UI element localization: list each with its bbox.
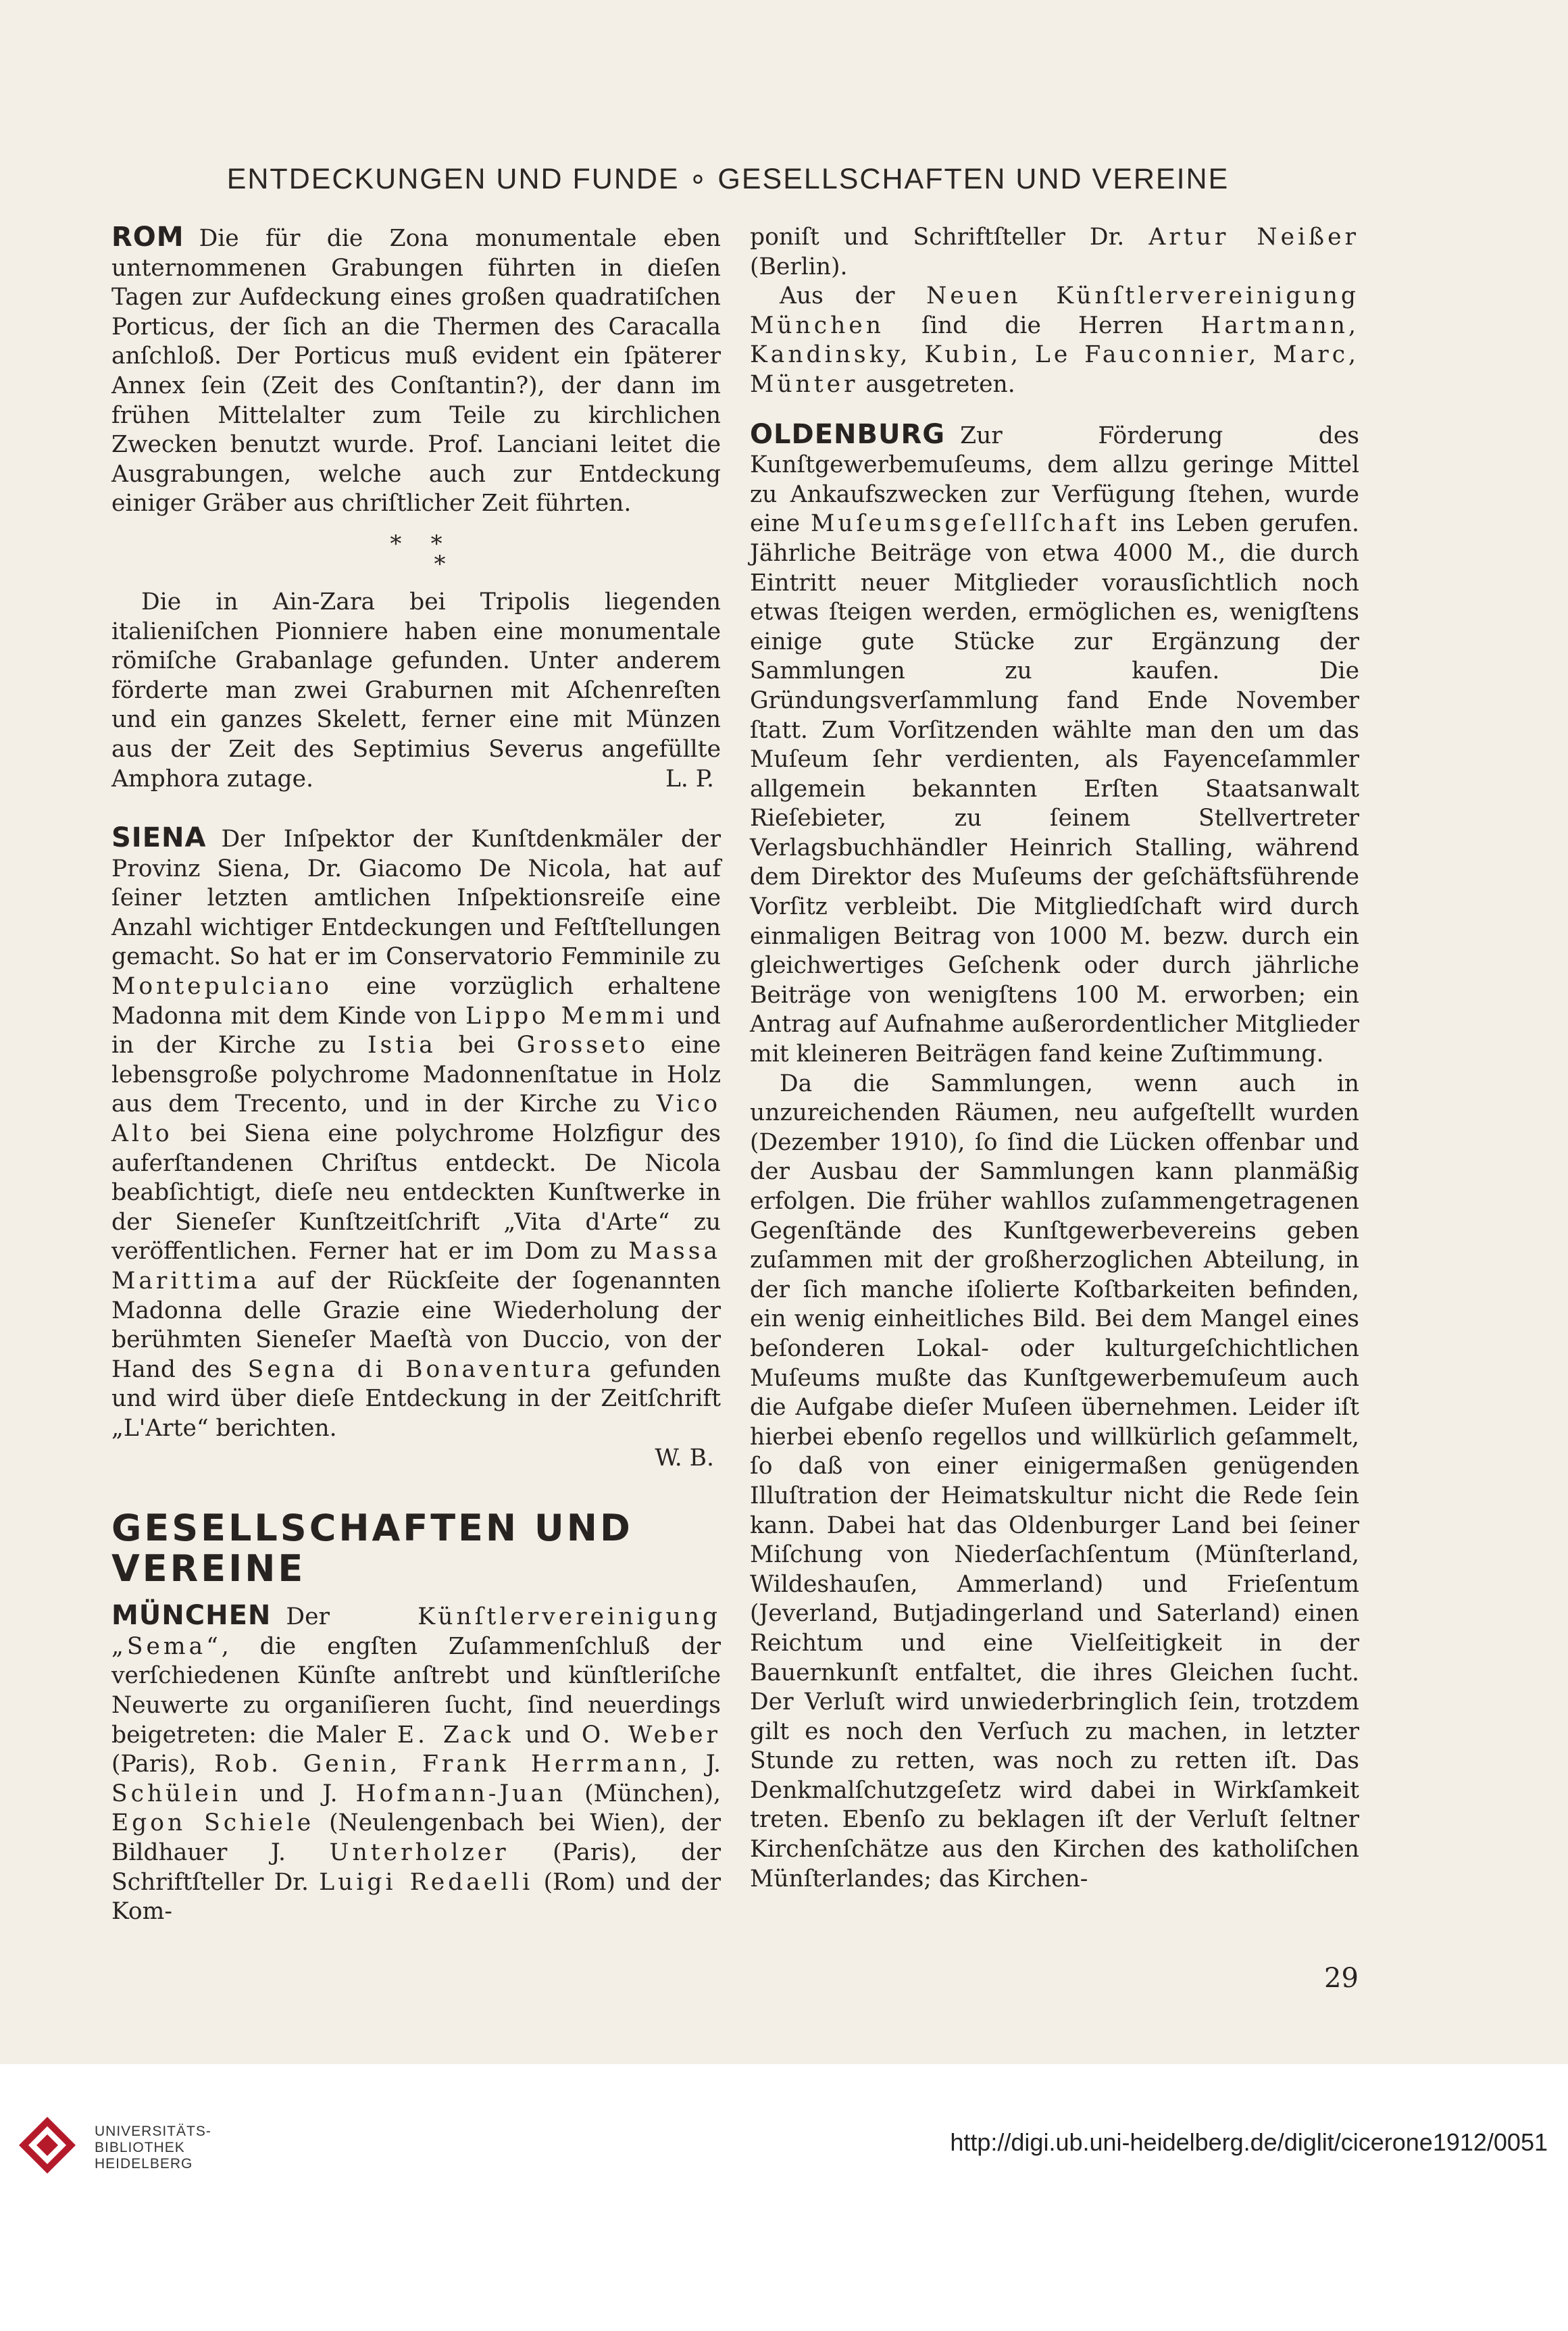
asterism-bottom: *: [434, 550, 446, 578]
rom-text: Die für die Zona monumentale eben unternommenen Grabungen führten in dieſen Tagen zur Aufdeckung eines großen quadratiſchen Porticus, der ſich an die Thermen des Caracalla anſchloß. Der Porticus muß evident ein ſpäterer Annex ſein (Zeit des Conſtantin?), der dann im frühen Mittelalter zum Teile zu kirchlichen Zwecken benutzt wurde. Prof. Lanciani leitet die Ausgrabungen, welche auch zur Entdeckung einiger Gräber aus chriſtlicher Zeit führten.: [111, 225, 721, 518]
siena-text-2: eine vorzüglich erhaltene Madonna mit dem Kinde von: [111, 973, 721, 1030]
section-title: GESELLSCHAFTEN UND VEREINE: [111, 1507, 633, 1590]
university-library-logo-icon: [14, 2111, 81, 2179]
oldenburg-text-2: ins Leben gerufen. Jährliche Beiträge von etwa 4000 M., die durch Eintritt neuer Mitglieder vorausſichtlich noch etwas ſteigen werden, ermöglichen es, wenigſtens einige gute Stücke zur Ergänzung der Sammlungen zu kaufen. Die Gründungsverſammlung fand Ende November ſtatt. Zum Vorſitzenden wählte man den um das Muſeum ſehr verdienten, als Fayenceſammler allgemein bekannten Erſten Staatsanwalt Rieſebieter, zu ſeinem Stellvertreter Verlagsbuchhändler Heinrich Stalling, während dem Direktor des Muſeums der geſchäftsführende Vorſitz verbleibt. Die Mitgliedſchaft wird durch einmaligen Beitrag von 1000 M. bezw. durch ein gleichwertiges Geſchenk oder durch jährliche Beiträge von wenigſtens 100 M. erworben; ein Antrag auf Aufnahme außerordentlicher Mitglieder mit kleineren Beiträgen fand keine Zuſtimmung.: [750, 510, 1359, 1068]
muenchen-text-4: (Paris),: [111, 1751, 215, 1778]
muenchen-zack: E. Zack: [397, 1721, 514, 1749]
siena-place-vico-alto: Vico Alto: [111, 1091, 721, 1148]
siena-heading: SIENA: [111, 822, 207, 854]
siena-text-6: bei Siena eine polychrome Holzfigur des auferſtandenen Chriſtus entdeckt. De Nicola beabſichtigt, dieſe neu entdeckten Kunſtwerke in der Sieneſer Kunſtzeitſchrift „Vita d'Arte“ zu veröffentlichen. Ferner hat er im Dom zu: [111, 1120, 721, 1265]
muenchen-cont-text-2: (Berlin).: [750, 253, 848, 280]
siena-text-1: Der Inſpektor der Kunſtdenkmäler der Provinz Siena, Dr. Giacomo De Nicola, hat auf ſeiner letzten amtlichen Inſpektionsreiſe eine Anzahl wichtiger Entdeckungen und Feſtſtellungen gemacht. So hat er im Conservatorio Femminile zu: [111, 826, 721, 971]
muenchen-schuelein: Schülein: [111, 1780, 242, 1807]
oldenburg-paragraph-2: [750, 1070, 1359, 1895]
muenchen-text-9: (Paris), der Schriftſteller Dr.: [111, 1838, 721, 1896]
oldenburg-heading: OLDENBURG: [750, 418, 946, 450]
right-column: [750, 223, 1359, 1894]
ain-zara-signature: L. P.: [665, 765, 714, 793]
muenchen-cont-neisser: Artur Neißer: [1148, 224, 1359, 251]
neue-kv-name: Neuen Künſtlervereinigung München: [750, 282, 1359, 339]
siena-place-massa-marittima: Massa Marittima: [111, 1238, 721, 1295]
muenchen-text-2: , die engſten Zuſammenſchluß der verſchiedenen Künſte anſtrebt und künſtleriſche Neuwerte zu organiſieren ſucht, ſind neuerdings beigetreten: die Maler: [111, 1632, 721, 1749]
asterism-top: * *: [390, 530, 442, 557]
muenchen-genin-herrmann: Rob. Genin, Frank Herrmann: [214, 1751, 681, 1778]
running-head: ENTDECKUNGEN UND FUNDE ∘ GESELLSCHAFTEN UND VEREINE: [226, 163, 1230, 195]
left-column: [111, 223, 721, 1927]
muenchen-text-3: und: [513, 1721, 582, 1749]
muenchen-sema: Künſtlervereinigung „Sema“: [111, 1603, 721, 1660]
muenchen-cont-paragraph: [750, 223, 1359, 282]
muenchen-hofmann-juan: Hofmann-Juan: [355, 1780, 567, 1807]
neue-kv-text-3: ausgetreten.: [858, 370, 1015, 398]
muenchen-text-6: und J.: [241, 1780, 356, 1807]
oldenburg-text-3: Da die Sammlungen, wenn auch in unzureichenden Räumen, neu aufgeſtellt wurden (Dezember 1910), ſo ſind die Lücken offenbar und der Ausbau der Sammlungen kann planmäßig erfolgen. Die früher wahllos zuſammengetragenen Gegenſtände des Kunſtgewerbevereins geben zuſammen mit der großherzoglichen Abteilung, in der ſich manche iſolierte Koſtbarkeiten befinden, ein wenig einheitliches Bild. Bei dem Mangel eines beſonderen Lokal- oder kulturgeſchichtlichen Muſeums mußte das Kunſtgewerbemuſeum auch die Aufgabe dieſer Muſeen übernehmen. Leider iſt hierbei ebenſo regellos und willkürlich geſammelt, ſo daß von einer einigermaßen genügenden Illuſtration der Heimatskultur nicht die Rede ſein kann. Dabei hat das Oldenburger Land bei ſeiner Miſchung von Niederſachſentum (Münſterland, Wildeshauſen, Ammerland) und Frieſentum (Jeverland, Butjadingerland und Saterland) einen Reichtum und eine Vielſeitigkeit in der Bauernkunſt entfaltet, die ihres Gleichen ſucht. Der Verluſt wird unwiederbringlich ſein, trotzdem gilt es noch den Verſuch zu machen, in letzter Stunde zu retten, was noch zu retten iſt. Das Denkmalſchutzgeſetz wird dabei in Wirkſamkeit treten. Ebenſo zu beklagen iſt der Verluſt ſeltner Kirchenſchätze aus den Kirchen des katholiſchen Münſterlandes; das Kirchen-: [750, 1070, 1359, 1893]
asterism-divider: [111, 530, 721, 578]
muenchen-paragraph: [111, 1601, 721, 1927]
rom-paragraph: [111, 223, 721, 519]
siena-place-istia: Istia: [367, 1032, 436, 1059]
siena-text-5: eine lebensgroße polychrome Madonnenſtatue in Holz aus dem Trecento, und in der Kirche zu: [111, 1032, 721, 1118]
library-name: [95, 2124, 211, 2172]
spacer: [111, 794, 721, 824]
digitization-footer: [0, 2064, 1568, 2331]
neue-kv-members: Hartmann, Kandinsky, Kubin, Le Fauconnier, Marc, Münter: [750, 311, 1359, 398]
siena-artist-segna: Segna di Bonaventura: [247, 1355, 595, 1383]
siena-text-7: auf der Rückſeite der ſogenannten Madonna delle Grazie eine Wiederholung der berühmten Sieneſer Maeſtà von Duccio, von der Hand des: [111, 1268, 721, 1383]
muenchen-text-8: (Neulengenbach bei Wien), der Bildhauer J.: [111, 1809, 721, 1866]
siena-place-montepulciano: Montepulciano: [111, 973, 332, 1001]
muenchen-redaelli: Luigi Redaelli: [319, 1868, 534, 1896]
muenchen-cont-text-1: poniſt und Schriftſteller Dr.: [750, 224, 1149, 251]
siena-text-4: bei: [436, 1032, 517, 1059]
ain-zara-text: Die in Ain-Zara bei Tripolis liegenden italieniſchen Pionniere haben eine monumentale römiſche Grabanlage gefunden. Unter anderem förderte man zwei Graburnen mit Aſchenreſten und ein ganzes Skelett, ferner eine mit Münzen aus der Zeit des Septimius Severus angefüllte Amphora zutage.: [111, 588, 721, 793]
muenchen-text-7: (München),: [566, 1780, 722, 1807]
muenchen-schiele: Egon Schiele: [111, 1809, 315, 1837]
muenchen-weber: O. Weber: [581, 1721, 721, 1749]
muenchen-text-10: (Rom) und der Kom-: [111, 1868, 721, 1926]
page-number: 29: [1324, 1963, 1359, 1994]
rom-heading: ROM: [111, 222, 184, 253]
oldenburg-paragraph: [750, 420, 1359, 1070]
library-name-line-1: UNIVERSITÄTS-: [95, 2124, 211, 2139]
library-name-line-3: HEIDELBERG: [95, 2156, 193, 2172]
siena-text-3: und in der Kirche zu: [111, 1002, 721, 1059]
muenchen-text-1: Der: [286, 1603, 418, 1631]
oldenburg-museumsgesellschaft: Muſeumsgeſellſchaft: [811, 510, 1120, 538]
neue-kv-text-1: Aus der: [780, 282, 927, 310]
muenchen-text-5: , J.: [680, 1751, 721, 1778]
siena-paragraph: [111, 824, 721, 1443]
muenchen-heading: MÜNCHEN: [111, 1600, 272, 1632]
muenchen-unterholzer: Unterholzer: [329, 1838, 509, 1866]
siena-signature: W. B.: [655, 1444, 714, 1472]
neue-kv-text-2: ſind die Herren: [884, 311, 1201, 339]
siena-text-8: gefunden und wird über dieſe Entdeckung in der Zeitſchrift „L'Arte“ berichten.: [111, 1355, 721, 1442]
source-url-link[interactable]: http://digi.ub.uni-heidelberg.de/diglit/cicerone1912/0051: [950, 2128, 1548, 2156]
neue-kv-paragraph: [750, 282, 1359, 399]
spacer: [750, 400, 1359, 420]
siena-artist-lippo-memmi: Lippo Memmi: [465, 1002, 667, 1030]
ain-zara-paragraph: [111, 588, 721, 794]
oldenburg-text-1: Zur Förderung des Kunſtgewerbemuſeums, dem allzu geringe Mittel zu Ankaufszwecken zur Verfügung ſtehen, wurde eine: [750, 422, 1359, 538]
siena-place-grosseto: Grosseto: [516, 1032, 649, 1059]
library-name-line-2: BIBLIOTHEK: [95, 2140, 185, 2155]
